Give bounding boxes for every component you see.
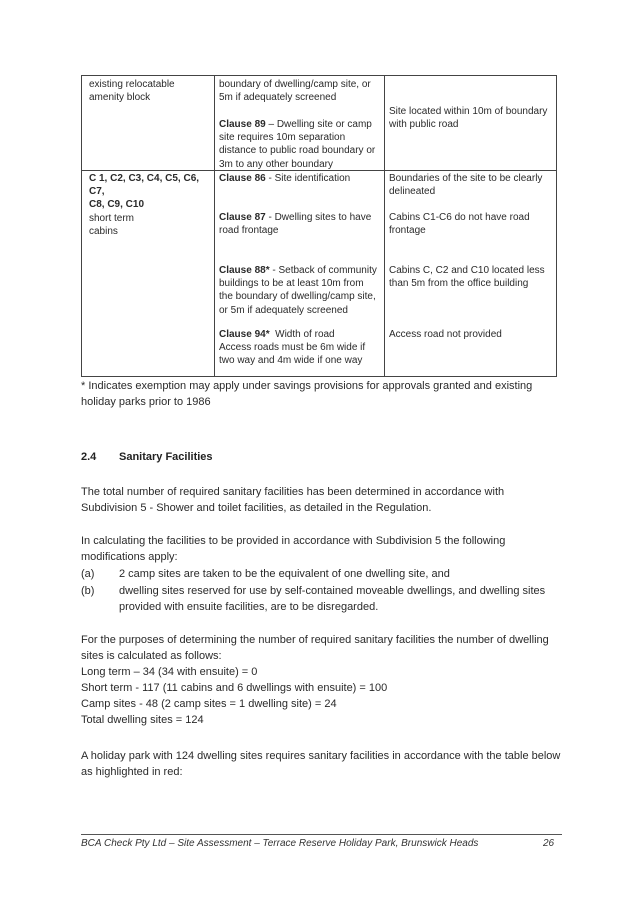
footer-text: BCA Check Pty Ltd – Site Assessment – Terrace Reserve Holiday Park, Brunswick Heads [81, 838, 479, 849]
page-number: 26 [543, 838, 555, 849]
clause-89 [219, 118, 381, 171]
cell-line: frontage [389, 225, 426, 237]
clause-text: - Site identification [265, 173, 351, 184]
table-cell-row1-col3 [389, 105, 554, 131]
cell-line [219, 211, 381, 224]
cell-line: Access roads must be 6m wide if [219, 342, 366, 354]
text-line: modifications apply: [81, 551, 178, 563]
clause-text: - Setback of community [269, 265, 377, 276]
cell-line: 3m to any other boundary [219, 158, 333, 170]
clause-88 [219, 264, 381, 317]
clause-87 [219, 211, 381, 237]
table-divider [384, 76, 385, 376]
list-text [119, 566, 561, 582]
cell-line: Site located within 10m of boundary [389, 106, 548, 117]
cell-line: site requires 10m separation [219, 132, 346, 144]
text-line: Camp sites - 48 (2 camp sites = 1 dwelling site) = 24 [81, 698, 337, 710]
list-text [119, 583, 561, 615]
text-line: In calculating the facilities to be provided in accordance with Subdivision 5 the following [81, 535, 506, 547]
cell-line: C8, C9, C10 [89, 199, 145, 211]
cell-line: short term [89, 212, 135, 224]
text-line: Total dwelling sites = 124 [81, 714, 204, 726]
clause-label: Clause 89 [219, 119, 266, 130]
cell-line: cabins [89, 225, 118, 237]
compliance-table [81, 75, 557, 377]
list-marker: (b) [81, 585, 95, 597]
footer-rule [81, 834, 562, 835]
table-cell-row2-col1 [89, 172, 211, 238]
cell-line: Access road not provided [389, 329, 502, 340]
clause-text: Width of road [269, 329, 335, 340]
text-line: For the purposes of determining the number of required sanitary facilities the number of dwelling [81, 634, 549, 646]
text-line: * Indicates exemption may apply under savings provisions for approvals granted and existing [81, 380, 533, 392]
clause-label: Clause 86 [219, 173, 266, 184]
text-line: dwelling sites reserved for use by self-contained moveable dwellings, and dwelling sites [119, 585, 546, 597]
table-footnote [81, 378, 561, 410]
cell-line: 5m if adequately screened [219, 92, 337, 104]
compliance-87 [389, 211, 554, 237]
section-title: Sanitary Facilities [119, 451, 213, 463]
section-number: 2.4 [81, 451, 97, 463]
text-line: Long term – 34 (34 with ensuite) = 0 [81, 666, 258, 678]
paragraph [81, 484, 561, 516]
list-marker: (a) [81, 568, 95, 580]
clause-94 [219, 328, 381, 368]
paragraph [81, 632, 561, 728]
text-line: 2 camp sites are taken to be the equivalent of one dwelling site, and [119, 568, 450, 580]
clause-text: – Dwelling site or camp [265, 119, 372, 130]
cell-line [219, 172, 381, 185]
text-line: holiday parks prior to 1986 [81, 396, 211, 408]
cell-line: than 5m from the office building [389, 278, 529, 290]
table-cell-row1-col1 [89, 78, 209, 104]
cell-line: two way and 4m wide if one way [219, 355, 363, 367]
clause-text: - Dwelling sites to have [265, 212, 372, 223]
cell-line [219, 328, 381, 341]
compliance-86 [389, 172, 554, 198]
cell-line [219, 264, 381, 277]
cell-line: delineated [389, 186, 436, 198]
paragraph [81, 533, 561, 565]
cell-line: with public road [389, 119, 459, 131]
text-line: provided with ensuite facilities, are to be disregarded. [119, 601, 379, 613]
cell-line: buildings to be at least 10m from [219, 278, 364, 290]
cell-line: Cabins C1-C6 do not have road [389, 212, 530, 223]
text-line: Subdivision 5 - Shower and toilet facilities, as detailed in the Regulation. [81, 502, 432, 514]
cell-line [219, 118, 381, 131]
cell-line: road frontage [219, 225, 279, 237]
clause-86 [219, 172, 381, 185]
clause-label: Clause 94* [219, 329, 270, 340]
cell-line: existing relocatable [89, 79, 175, 90]
cell-line: C 1, C2, C3, C4, C5, C6, C7, [89, 173, 200, 198]
text-line: The total number of required sanitary facilities has been determined in accordance with [81, 486, 505, 498]
cell-line: Boundaries of the site to be clearly [389, 173, 543, 184]
text-line: sites is calculated as follows: [81, 650, 222, 662]
cell-line: distance to public road boundary or [219, 145, 376, 157]
cell-line: Cabins C, C2 and C10 located less [389, 265, 545, 276]
compliance-88 [389, 264, 554, 290]
paragraph [81, 748, 561, 780]
cell-line: the boundary of dwelling/camp site, [219, 291, 376, 303]
clause-label: Clause 88* [219, 265, 270, 276]
text-line: as highlighted in red: [81, 766, 183, 778]
cell-line: or 5m if adequately screened [219, 304, 348, 316]
cell-line: amenity block [89, 92, 151, 104]
table-divider [214, 76, 215, 376]
text-line: A holiday park with 124 dwelling sites requires sanitary facilities in accordance with the table below [81, 750, 561, 762]
compliance-94 [389, 328, 554, 341]
table-cell-row1-col2 [219, 78, 381, 104]
clause-label: Clause 87 [219, 212, 266, 223]
cell-line: boundary of dwelling/camp site, or [219, 79, 371, 90]
text-line: Short term - 117 (11 cabins and 6 dwellings with ensuite) = 100 [81, 682, 388, 694]
